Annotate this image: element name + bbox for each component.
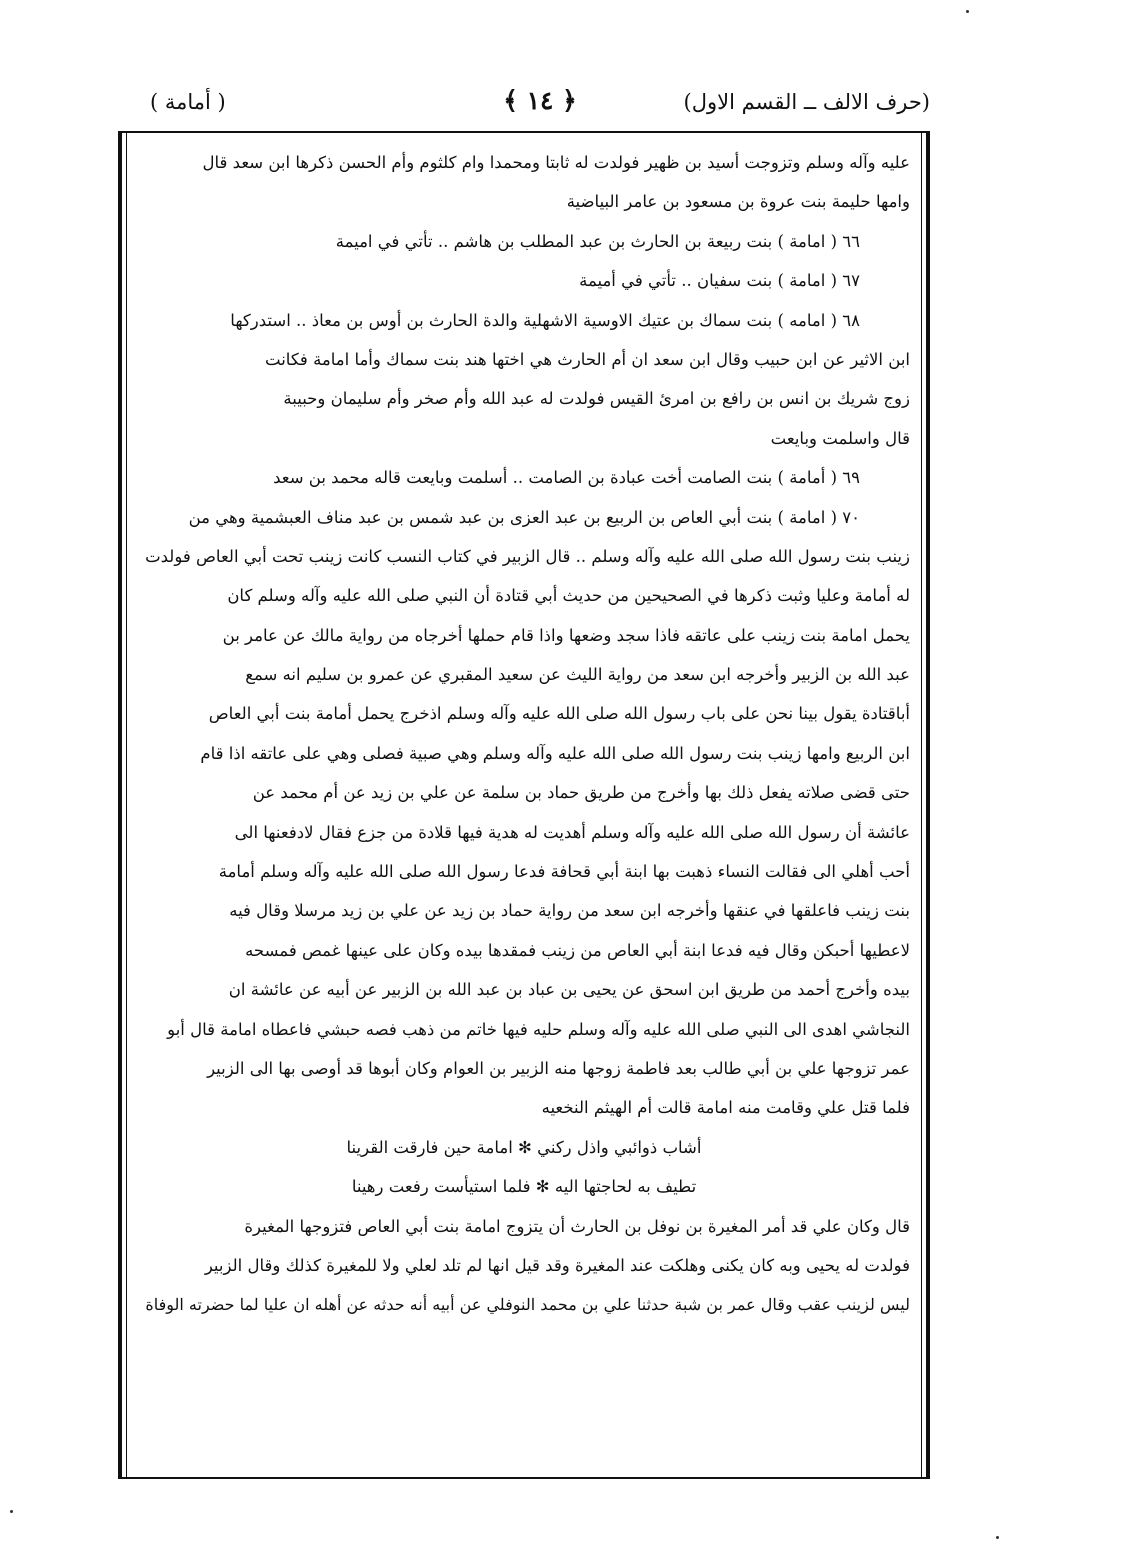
text-line: يحمل امامة بنت زينب على عاتقه فاذا سجد وضعها واذا قام حملها أخرجاه من رواية مالك عن عامر بن bbox=[222, 625, 910, 645]
text-line: وامها حليمة بنت عروة بن مسعود بن عامر البياضية bbox=[566, 192, 910, 212]
entry-line: ٦٧ ( امامة ) بنت سفيان .. تأتي في أميمة bbox=[579, 271, 860, 291]
scan-speck bbox=[10, 1510, 13, 1513]
page-header bbox=[150, 86, 930, 130]
text-line: زوج شريك بن انس بن رافع بن امرئ القيس فولدت له عبد الله وأم صخر وأم سليمان وحبيبة bbox=[283, 389, 910, 409]
text-line: أحب أهلي الى فقالت النساء ذهبت بها ابنة أبي قحافة فدعا رسول الله صلى الله عليه وآله وسلم أمامة bbox=[218, 862, 910, 882]
frame-inner-rule-right bbox=[921, 133, 922, 1477]
entry-title: ( أمامة ) bbox=[150, 90, 226, 114]
page-number: ﴿ ١٤ ﴾ bbox=[503, 86, 577, 115]
text-line: عليه وآله وسلم وتزوجت أسيد بن ظهير فولدت له ثابتا ومحمدا وام كلثوم وأم الحسن ذكرها ابن سعد قال bbox=[202, 153, 910, 172]
text-frame bbox=[118, 131, 930, 1479]
text-line: له أمامة وعليا وثبت ذكرها في الصحيحين من حديث أبي قتادة أن النبي صلى الله عليه وآله وسلم كان bbox=[227, 586, 910, 606]
entry-line: ٦٩ ( أمامة ) بنت الصامت أخت عبادة بن الصامت .. أسلمت وبايعت قاله محمد بن سعد bbox=[273, 468, 860, 488]
text-block bbox=[138, 143, 910, 1325]
text-line: فولدت له يحيى وبه كان يكنى وهلكت عند المغيرة وقد قيل انها لم تلد لعلي ولا للمغيرة كذلك وقال الزبير bbox=[204, 1255, 910, 1275]
text-line: عائشة أن رسول الله صلى الله عليه وآله وسلم أهديت له هدية فيها قلادة من جزع فقال لادفعنها الى bbox=[234, 822, 910, 842]
text-line: فلما قتل علي وقامت منه امامة قالت أم الهيثم النخعيه bbox=[541, 1098, 910, 1118]
text-line: ابن الاثير عن ابن حبيب وقال ابن سعد ان أم الحارث هي اختها هند بنت سماك وأما امامة فكانت bbox=[265, 349, 910, 369]
frame-inner-rule-left bbox=[126, 133, 127, 1477]
text-line: قال واسلمت وبايعت bbox=[770, 428, 910, 448]
text-line: قال وكان علي قد أمر المغيرة بن نوفل بن الحارث أن يتزوج امامة بنت أبي العاص فتزوجها المغيرة bbox=[244, 1216, 910, 1236]
entry-line: ٧٠ ( امامة ) بنت أبي العاص بن الربيع بن عبد العزى بن عبد شمس بن عبد مناف العبشمية وهي من bbox=[188, 507, 860, 527]
text-line: عبد الله بن الزبير وأخرجه ابن سعد من رواية الليث عن سعيد المقبري عن عمرو بن سليم انه سمع bbox=[245, 665, 910, 685]
scan-speck bbox=[996, 1536, 999, 1539]
text-line: زينب بنت رسول الله صلى الله عليه وآله وسلم .. قال الزبير في كتاب النسب كانت زينب تحت أبي العاص فولدت bbox=[145, 546, 910, 566]
text-line: لاعطيها أحبكن وقال فيه فدعا ابنة أبي العاص من زينب فمقدها بيده وكان على عينها غمص فمسحه bbox=[245, 940, 910, 960]
text-line: أباقتادة يقول بينا نحن على باب رسول الله صلى الله عليه وآله وسلم اذخرج يحمل أمامة بنت أبي العاص bbox=[208, 704, 910, 724]
text-line: بيده وأخرج أحمد من طريق ابن اسحق عن يحيى بن عباد بن عبد الله بن الزبير عن أبيه عن عائشة ان bbox=[228, 980, 910, 1000]
text-line: ابن الربيع وامها زينب بنت رسول الله صلى الله عليه وآله وسلم وهي صبية فصلى وهي على عاتقه اذا قام bbox=[200, 743, 910, 763]
verse-line: تطيف به لحاجتها اليه ✻ فلما استيأست رفعت رهينا bbox=[351, 1177, 697, 1197]
text-line: النجاشي اهدى الى النبي صلى الله عليه وآله وسلم حليه فيها خاتم من ذهب فصه حبشي فاعطاه امامة قال أبو bbox=[167, 1019, 910, 1039]
text-line: حتى قضى صلاته يفعل ذلك بها وأخرج من طريق حماد بن سلمة عن علي بن زيد عن أم محمد عن bbox=[252, 783, 910, 803]
text-line: ليس لزينب عقب وقال عمر بن شبة حدثنا علي بن محمد النوفلي عن أبيه أنه حدثه عن أهله ان عليا لما حضرته الوفاة bbox=[145, 1295, 910, 1315]
verse-line: أشاب ذوائبي واذل ركني ✻ امامة حين فارقت القرينا bbox=[346, 1137, 702, 1157]
text-line: بنت زينب فاعلقها في عنقها وأخرجه ابن سعد من رواية حماد بن زيد عن علي بن زيد مرسلا وقال فيه bbox=[229, 901, 910, 921]
entry-line: ٦٦ ( امامة ) بنت ربيعة بن الحارث بن عبد المطلب بن هاشم .. تأتي في اميمة bbox=[335, 231, 860, 251]
text-line: عمر تزوجها علي بن أبي طالب بعد فاطمة زوجها منه الزبير بن العوام وكان أبوها قد أوصى بها الى الزبير bbox=[207, 1058, 910, 1078]
scan-speck bbox=[966, 10, 969, 13]
section-title: (حرف الالف ــ القسم الاول) bbox=[683, 90, 930, 114]
entry-line: ٦٨ ( امامه ) بنت سماك بن عتيك الاوسية الاشهلية والدة الحارث بن أوس بن معاذ .. استدركها bbox=[230, 310, 860, 330]
